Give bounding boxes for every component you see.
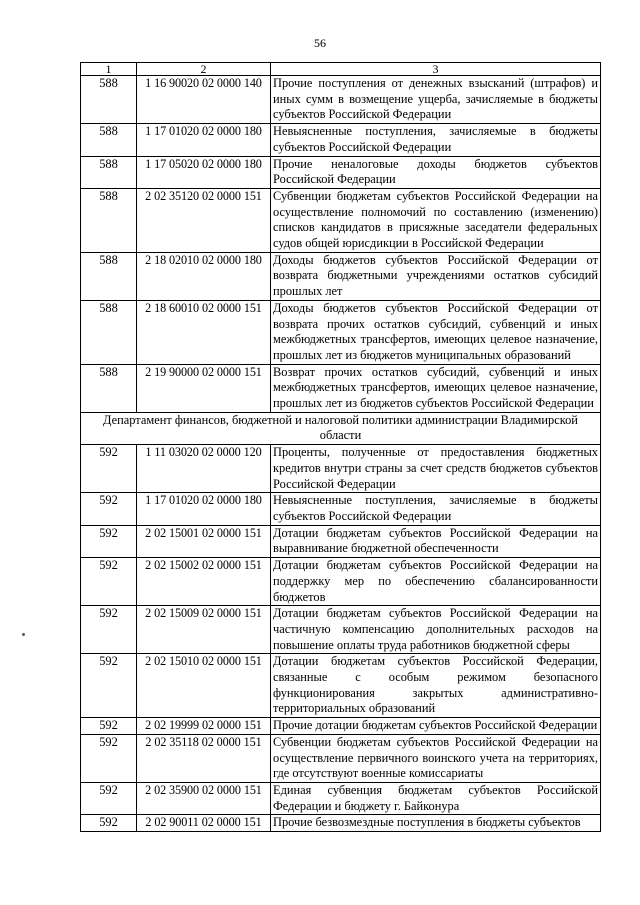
admin-code-cell: 592: [81, 718, 137, 735]
revenue-code-cell: 2 02 35900 02 0000 151: [137, 782, 271, 814]
table-row: [81, 156, 601, 188]
admin-code-cell: 592: [81, 815, 137, 832]
admin-code-cell: 588: [81, 124, 137, 156]
admin-code-cell: 588: [81, 156, 137, 188]
header-col-2: 2: [137, 63, 271, 76]
admin-code-cell: 588: [81, 76, 137, 124]
description-cell: Дотации бюджетам субъектов Российской Федерации на частичную компенсацию дополнительных расходов на повышение оплаты труда работников бюджетной сферы: [271, 606, 601, 654]
section-header-row: [81, 412, 601, 444]
description-cell: Субвенции бюджетам субъектов Российской Федерации на осуществление полномочий по составлению (изменению) списков кандидатов в присяжные заседатели федеральных судов общей юрисдикции в Российской Федерации: [271, 188, 601, 252]
description-cell: Доходы бюджетов субъектов Российской Федерации от возврата прочих остатков субсидий, субвенций и иных межбюджетных трансфертов, имеющих целевое назначение, прошлых лет из бюджетов муниципальных образований: [271, 300, 601, 364]
table-row: [81, 734, 601, 782]
admin-code-cell: 592: [81, 654, 137, 718]
description-cell: Субвенции бюджетам субъектов Российской Федерации на осуществление первичного воинского учета на территориях, где отсутствуют военные комиссариаты: [271, 734, 601, 782]
revenue-code-cell: 1 17 05020 02 0000 180: [137, 156, 271, 188]
description-cell: Прочие неналоговые доходы бюджетов субъектов Российской Федерации: [271, 156, 601, 188]
header-col-1: 1: [81, 63, 137, 76]
revenue-code-cell: 1 17 01020 02 0000 180: [137, 124, 271, 156]
revenue-code-cell: 2 02 19999 02 0000 151: [137, 718, 271, 735]
description-cell: Доходы бюджетов субъектов Российской Федерации от возврата бюджетными учреждениями остатков субсидий прошлых лет: [271, 252, 601, 300]
admin-code-cell: 592: [81, 734, 137, 782]
description-cell: Дотации бюджетам субъектов Российской Федерации на выравнивание бюджетной обеспеченности: [271, 525, 601, 557]
table-row: [81, 252, 601, 300]
description-cell: Прочие дотации бюджетам субъектов Российской Федерации: [271, 718, 601, 735]
table-row: [81, 76, 601, 124]
revenue-code-cell: 2 02 15010 02 0000 151: [137, 654, 271, 718]
admin-code-cell: 588: [81, 300, 137, 364]
description-cell: Возврат прочих остатков субсидий, субвенций и иных межбюджетных трансфертов, имеющих целевое назначение, прошлых лет из бюджетов субъектов Российской Федерации: [271, 364, 601, 412]
description-cell: Прочие безвозмездные поступления в бюджеты субъектов: [271, 815, 601, 832]
admin-code-cell: 592: [81, 558, 137, 606]
admin-code-cell: 592: [81, 445, 137, 493]
admin-code-cell: 592: [81, 782, 137, 814]
table-row: [81, 558, 601, 606]
table-row: [81, 300, 601, 364]
revenue-code-cell: 2 02 35118 02 0000 151: [137, 734, 271, 782]
table-row: [81, 445, 601, 493]
table-row: [81, 782, 601, 814]
table-row: [81, 654, 601, 718]
revenue-code-cell: 1 11 03020 02 0000 120: [137, 445, 271, 493]
admin-code-cell: 592: [81, 525, 137, 557]
table-row: [81, 525, 601, 557]
revenue-code-cell: 2 18 60010 02 0000 151: [137, 300, 271, 364]
description-cell: Прочие поступления от денежных взысканий (штрафов) и иных сумм в возмещение ущерба, зачисляемые в бюджеты субъектов Российской Федерации: [271, 76, 601, 124]
table-row: [81, 364, 601, 412]
revenue-code-cell: 2 02 90011 02 0000 151: [137, 815, 271, 832]
scan-speck: [22, 633, 25, 636]
table-header-row: [81, 63, 601, 76]
table-row: [81, 188, 601, 252]
table-row: [81, 606, 601, 654]
revenue-code-cell: 2 18 02010 02 0000 180: [137, 252, 271, 300]
table-row: [81, 124, 601, 156]
revenue-code-cell: 1 17 01020 02 0000 180: [137, 493, 271, 525]
revenue-code-cell: 2 02 15001 02 0000 151: [137, 525, 271, 557]
table-row: [81, 493, 601, 525]
description-cell: Дотации бюджетам субъектов Российской Федерации на поддержку мер по обеспечению сбалансированности бюджетов: [271, 558, 601, 606]
revenue-codes-table: [80, 62, 601, 832]
page-number: 56: [314, 36, 326, 50]
description-cell: Невыясненные поступления, зачисляемые в бюджеты субъектов Российской Федерации: [271, 493, 601, 525]
admin-code-cell: 592: [81, 606, 137, 654]
description-cell: Единая субвенция бюджетам субъектов Российской Федерации и бюджету г. Байконура: [271, 782, 601, 814]
revenue-code-cell: 2 02 35120 02 0000 151: [137, 188, 271, 252]
description-cell: Проценты, полученные от предоставления бюджетных кредитов внутри страны за счет средств бюджетов субъектов Российской Федерации: [271, 445, 601, 493]
admin-code-cell: 588: [81, 252, 137, 300]
revenue-code-cell: 2 02 15002 02 0000 151: [137, 558, 271, 606]
table-row: [81, 815, 601, 832]
revenue-code-cell: 2 19 90000 02 0000 151: [137, 364, 271, 412]
admin-code-cell: 588: [81, 364, 137, 412]
header-col-3: 3: [271, 63, 601, 76]
admin-code-cell: 588: [81, 188, 137, 252]
revenue-code-cell: 1 16 90020 02 0000 140: [137, 76, 271, 124]
description-cell: Невыясненные поступления, зачисляемые в бюджеты субъектов Российской Федерации: [271, 124, 601, 156]
description-cell: Дотации бюджетам субъектов Российской Федерации, связанные с особым режимом безопасного функционирования закрытых административно-территориальных образований: [271, 654, 601, 718]
section-title: Департамент финансов, бюджетной и налоговой политики администрации Владимирской области: [81, 412, 601, 444]
revenue-code-cell: 2 02 15009 02 0000 151: [137, 606, 271, 654]
table-row: [81, 718, 601, 735]
admin-code-cell: 592: [81, 493, 137, 525]
